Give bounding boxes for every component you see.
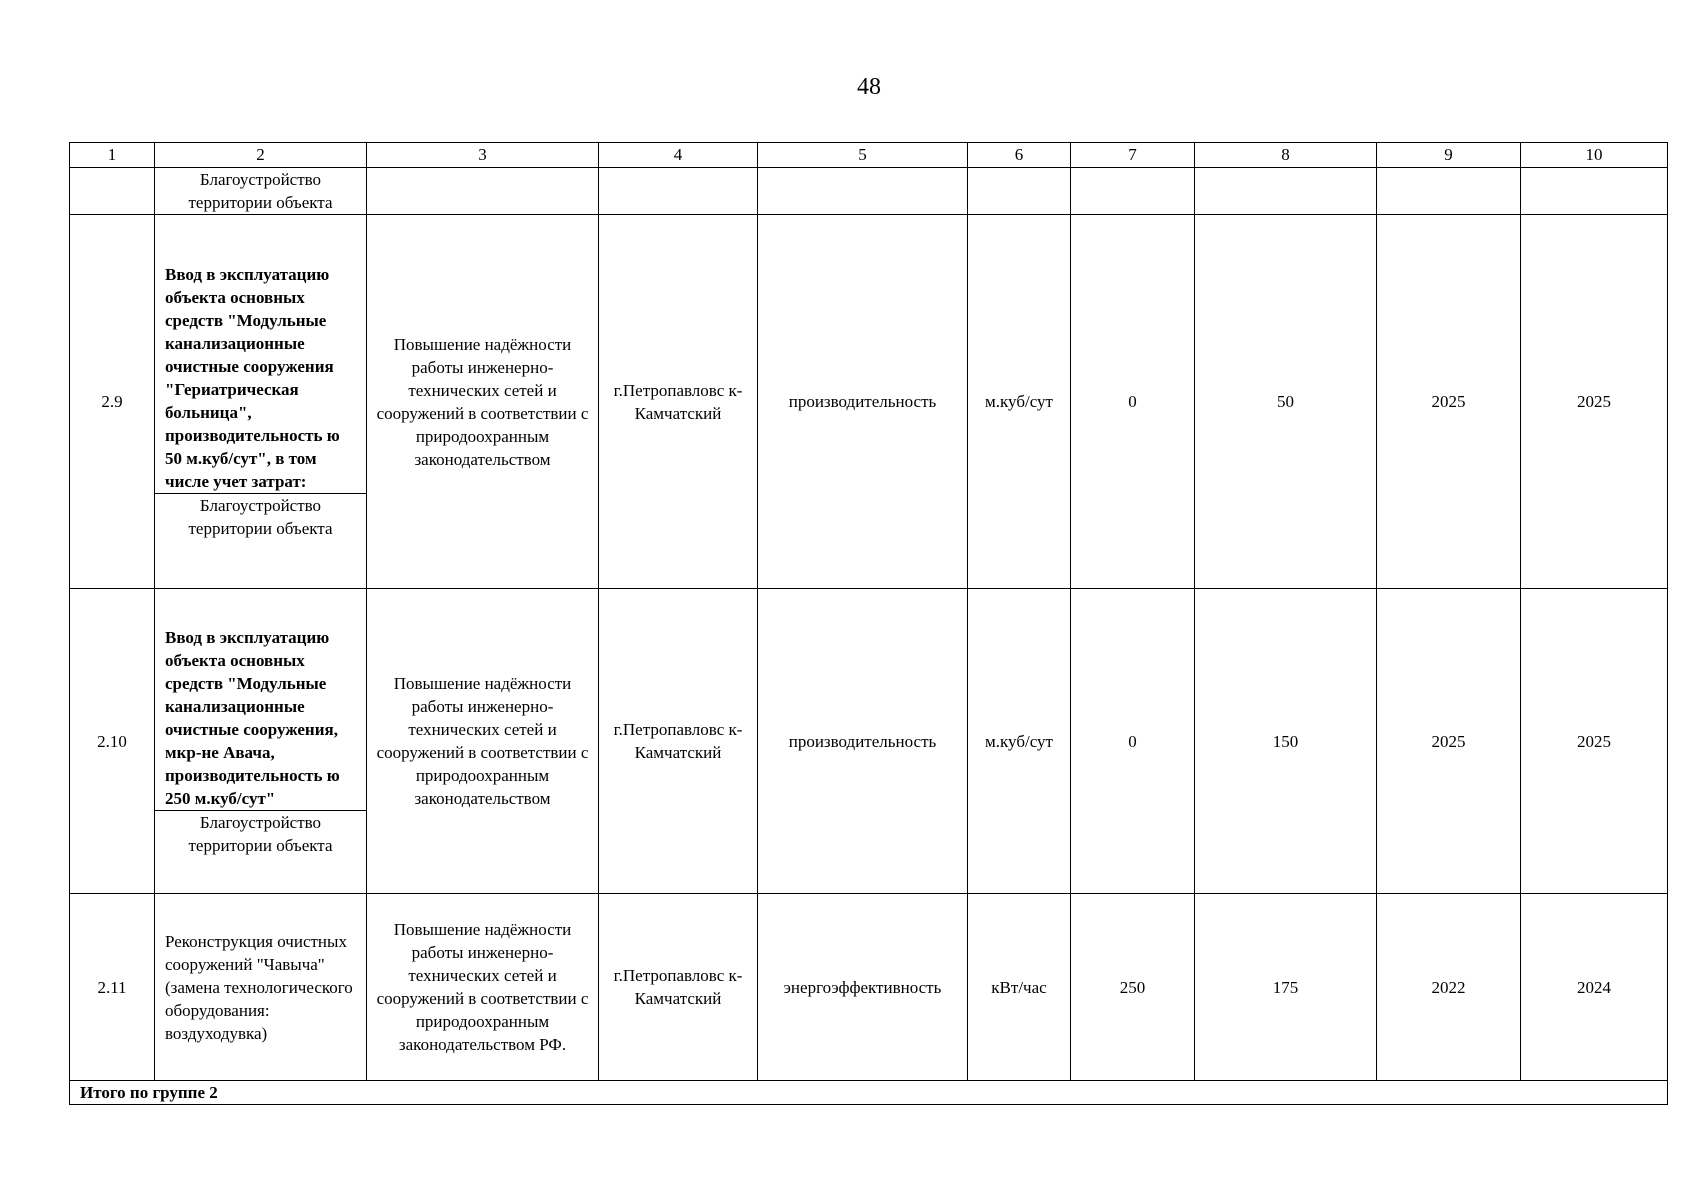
project-location: г.Петропавловс к-Камчатский (599, 589, 758, 894)
project-name-cell (155, 215, 367, 589)
indicator-unit: м.куб/сут (968, 589, 1071, 894)
project-name-cell (155, 589, 367, 894)
column-number: 10 (1521, 143, 1668, 168)
value-before: 0 (1071, 215, 1195, 589)
empty-cell (1521, 168, 1668, 215)
start-year: 2025 (1377, 215, 1521, 589)
project-name: Ввод в эксплуатацию объекта основных средств "Модульные канализационные очистные сооружения "Гериатрическая больница", производительность ю 50 м.куб/сут", в том числе учет затрат: (165, 265, 340, 491)
column-number: 3 (367, 143, 599, 168)
sub-item-label: Благоустройство территории объекта (155, 168, 367, 215)
column-number: 7 (1071, 143, 1195, 168)
empty-cell (758, 168, 968, 215)
project-name: Ввод в эксплуатацию объекта основных средств "Модульные канализационные очистные сооружения, мкр-не Авача, производительность ю 250 м.куб/сут" (165, 627, 340, 808)
project-location: г.Петропавловс к-Камчатский (599, 215, 758, 589)
table-row (70, 894, 1668, 1081)
investment-table (69, 142, 1668, 1105)
end-year: 2025 (1521, 215, 1668, 589)
indicator-name: производительность (758, 589, 968, 894)
sub-item-label: Благоустройство территории объекта (155, 810, 366, 857)
empty-cell (70, 168, 155, 215)
empty-cell (599, 168, 758, 215)
value-before: 0 (1071, 589, 1195, 894)
project-goal: Повышение надёжности работы инженерно-технических сетей и сооружений в соответствии с природоохранным законодательством (367, 589, 599, 894)
value-after: 150 (1195, 589, 1377, 894)
continuation-row (70, 168, 1668, 215)
column-number: 6 (968, 143, 1071, 168)
table-row (70, 215, 1668, 589)
project-goal: Повышение надёжности работы инженерно-технических сетей и сооружений в соответствии с природоохранным законодательством РФ. (367, 894, 599, 1081)
empty-cell (1195, 168, 1377, 215)
indicator-name: производительность (758, 215, 968, 589)
project-location: г.Петропавловс к-Камчатский (599, 894, 758, 1081)
value-after: 50 (1195, 215, 1377, 589)
page-number: 48 (857, 74, 881, 100)
start-year: 2022 (1377, 894, 1521, 1081)
empty-cell (367, 168, 599, 215)
empty-cell (1377, 168, 1521, 215)
column-number: 4 (599, 143, 758, 168)
column-number: 1 (70, 143, 155, 168)
column-number-row (70, 143, 1668, 168)
empty-cell (968, 168, 1071, 215)
project-name: Реконструкция очистных сооружений "Чавыча" (замена технологического оборудования: воздуходувка) (155, 894, 367, 1081)
group-total-label: Итого по группе 2 (70, 1081, 1668, 1105)
sub-item-label: Благоустройство территории объекта (155, 493, 366, 540)
row-number: 2.9 (70, 215, 155, 589)
value-before: 250 (1071, 894, 1195, 1081)
value-after: 175 (1195, 894, 1377, 1081)
column-number: 8 (1195, 143, 1377, 168)
indicator-unit: м.куб/сут (968, 215, 1071, 589)
end-year: 2024 (1521, 894, 1668, 1081)
column-number: 9 (1377, 143, 1521, 168)
project-goal: Повышение надёжности работы инженерно-технических сетей и сооружений в соответствии с природоохранным законодательством (367, 215, 599, 589)
column-number: 2 (155, 143, 367, 168)
empty-cell (1071, 168, 1195, 215)
table-row (70, 589, 1668, 894)
indicator-unit: кВт/час (968, 894, 1071, 1081)
indicator-name: энергоэффективность (758, 894, 968, 1081)
start-year: 2025 (1377, 589, 1521, 894)
total-row (70, 1081, 1668, 1105)
row-number: 2.10 (70, 589, 155, 894)
column-number: 5 (758, 143, 968, 168)
end-year: 2025 (1521, 589, 1668, 894)
row-number: 2.11 (70, 894, 155, 1081)
